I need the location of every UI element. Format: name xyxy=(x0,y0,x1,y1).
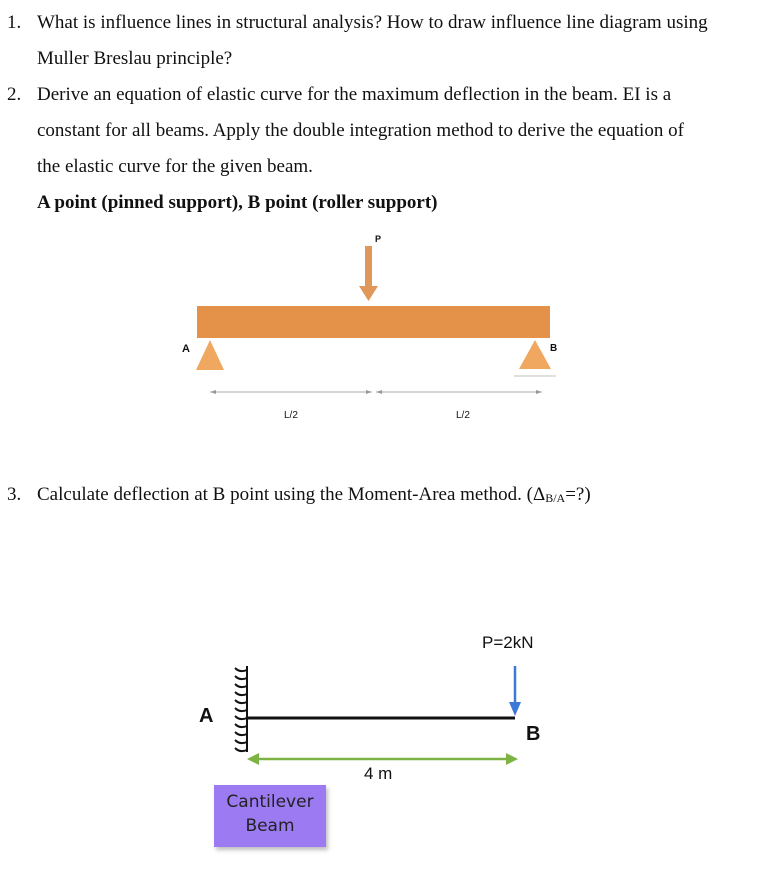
question-number: 3. xyxy=(7,484,22,505)
question-number: 2. xyxy=(7,84,22,105)
question-text-line: Muller Breslau principle? xyxy=(37,48,233,69)
span-left-label: L/2 xyxy=(284,410,298,421)
question-text-line: What is influence lines in structural analysis? How to draw influence line diagram using xyxy=(37,12,708,33)
note-line: Cantilever xyxy=(226,792,314,812)
support-a-label: A xyxy=(182,343,190,355)
delta-subscript: B/A xyxy=(545,491,566,505)
question-text: Calculate deflection at B point using the Moment-Area method. ( xyxy=(37,484,533,505)
note-line: Beam xyxy=(245,816,295,836)
question-text-line: the elastic curve for the given beam. xyxy=(37,156,313,177)
cantilever-note xyxy=(214,785,326,847)
question-text-line: constant for all beams. Apply the double integration method to derive the equation of xyxy=(37,120,684,141)
point-a-label: A xyxy=(199,705,214,727)
point-b-label: B xyxy=(526,723,541,745)
question-text-end: =?) xyxy=(565,484,591,505)
load-label: P xyxy=(375,234,382,244)
support-b-label: B xyxy=(550,343,558,354)
question-number: 1. xyxy=(7,12,22,33)
length-label: 4 m xyxy=(364,764,393,783)
question-text-line: Derive an equation of elastic curve for the maximum deflection in the beam. EI is a xyxy=(37,84,672,105)
delta-symbol: Δ xyxy=(532,484,546,505)
load-arrow xyxy=(509,666,521,716)
load-label: P=2kN xyxy=(482,633,534,652)
fixed-support-hatching xyxy=(235,666,247,752)
support-note: A point (pinned support), B point (roller support) xyxy=(37,192,438,213)
span-right-label: L/2 xyxy=(456,410,470,421)
